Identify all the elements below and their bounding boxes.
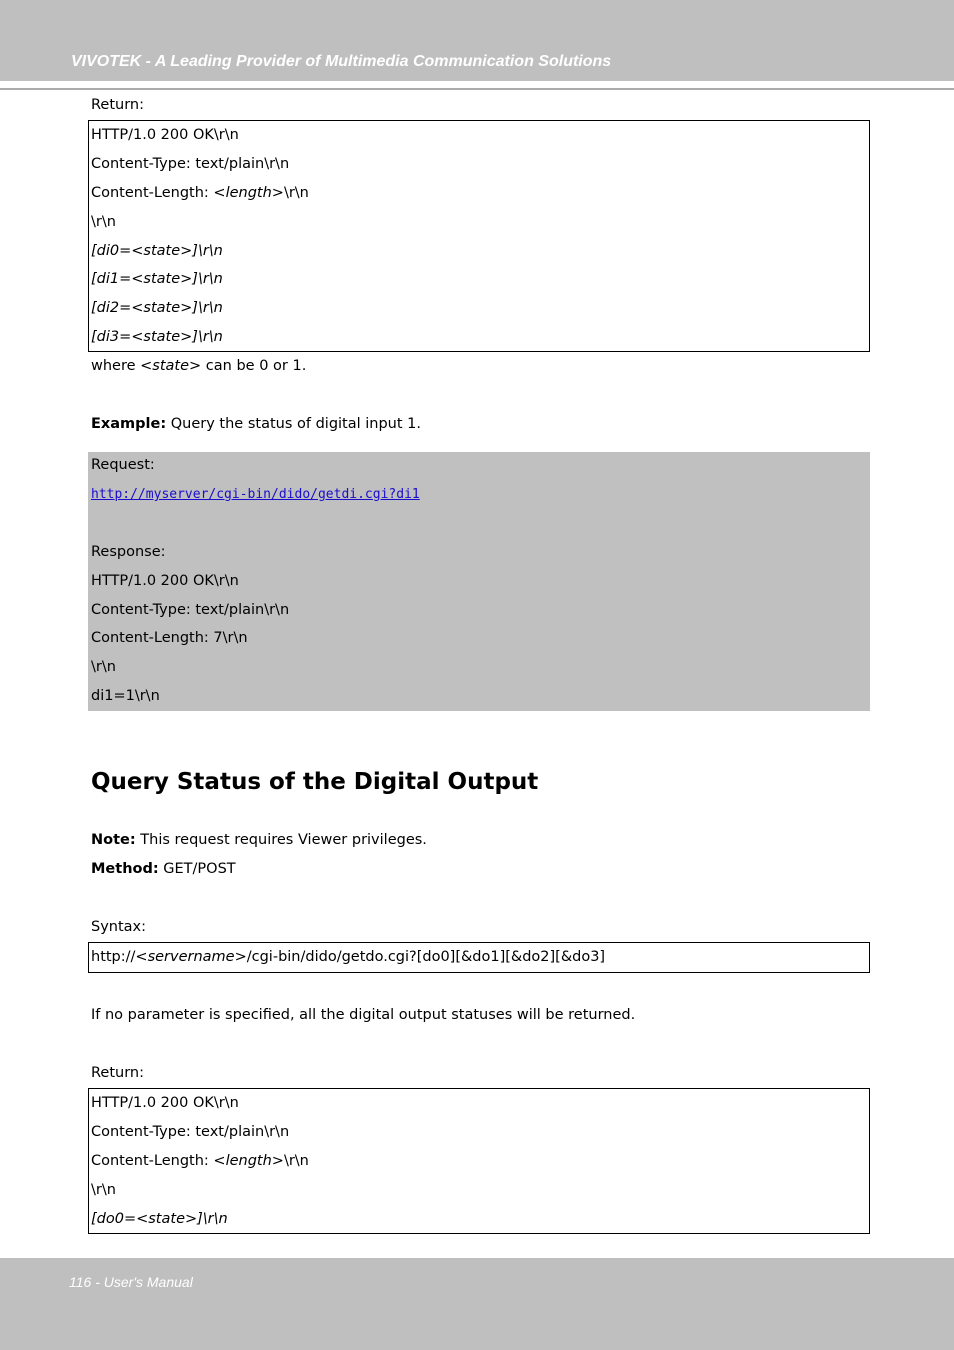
example-shaded-box <box>88 452 870 711</box>
syntax-text: http:// <box>91 949 136 965</box>
code-line: \r\n <box>91 1182 116 1198</box>
code-text: \r\n <box>283 1153 309 1169</box>
response-label: Response: <box>91 544 166 560</box>
info-text: If no parameter is specified, all the digital output statuses will be returned. <box>91 1007 636 1023</box>
code-line: \r\n <box>91 214 116 230</box>
note-text: can be 0 or 1. <box>201 358 307 374</box>
note-variable: <state> <box>140 358 202 374</box>
code-variable: <length> <box>213 185 284 201</box>
code-line: [di2=<state>]\r\n <box>91 300 223 316</box>
example-text: Query the status of digital input 1. <box>166 416 421 432</box>
response-line: HTTP/1.0 200 OK\r\n <box>91 573 239 589</box>
request-url-link[interactable]: http://myserver/cgi-bin/dido/getdi.cgi?di1 <box>91 487 420 502</box>
method-label: Method: <box>91 861 159 877</box>
request-label: Request: <box>91 457 155 473</box>
note-label: Note: <box>91 832 136 848</box>
response-line: Content-Type: text/plain\r\n <box>91 602 290 618</box>
header-divider <box>0 88 954 90</box>
page-header <box>0 0 954 81</box>
code-text: \r\n <box>283 185 309 201</box>
code-line: Content-Type: text/plain\r\n <box>91 156 290 172</box>
section-heading: Query Status of the Digital Output <box>91 769 539 795</box>
privilege-note <box>91 832 427 849</box>
return-code-box <box>88 120 870 352</box>
code-line: [di3=<state>]\r\n <box>91 329 223 345</box>
code-line-content-length <box>91 1153 309 1170</box>
code-line: [di0=<state>]\r\n <box>91 243 223 259</box>
code-text: Content-Length: <box>91 1153 214 1169</box>
code-line: [di1=<state>]\r\n <box>91 271 223 287</box>
state-note <box>91 358 306 375</box>
response-line: di1=1\r\n <box>91 688 160 704</box>
example-line <box>91 416 421 433</box>
code-line: Content-Type: text/plain\r\n <box>91 1124 290 1140</box>
syntax-line <box>91 949 605 966</box>
return-code-box <box>88 1088 870 1234</box>
note-text: This request requires Viewer privileges. <box>135 832 427 848</box>
syntax-variable: <servername> <box>135 949 247 965</box>
return-label: Return: <box>91 97 145 113</box>
syntax-label: Syntax: <box>91 919 147 935</box>
method-text: GET/POST <box>158 861 236 877</box>
return-label: Return: <box>91 1065 145 1081</box>
code-text: Content-Length: <box>91 185 214 201</box>
syntax-text: /cgi-bin/dido/getdo.cgi?[do0][&do1][&do2][&do3] <box>246 949 606 965</box>
response-line: \r\n <box>91 659 116 675</box>
response-line: Content-Length: 7\r\n <box>91 630 248 646</box>
header-title: VIVOTEK - A Leading Provider of Multimedia Communication Solutions <box>71 53 612 70</box>
method-line <box>91 861 236 878</box>
page-footer <box>0 1258 954 1350</box>
example-label: Example: <box>91 416 167 432</box>
code-line-content-length <box>91 185 309 202</box>
syntax-box <box>88 942 870 973</box>
note-text: where <box>91 358 141 374</box>
code-line: HTTP/1.0 200 OK\r\n <box>91 127 239 143</box>
code-variable: <length> <box>213 1153 284 1169</box>
code-line: HTTP/1.0 200 OK\r\n <box>91 1095 239 1111</box>
page-number: 116 - User's Manual <box>69 1274 193 1290</box>
code-line: [do0=<state>]\r\n <box>91 1211 228 1227</box>
